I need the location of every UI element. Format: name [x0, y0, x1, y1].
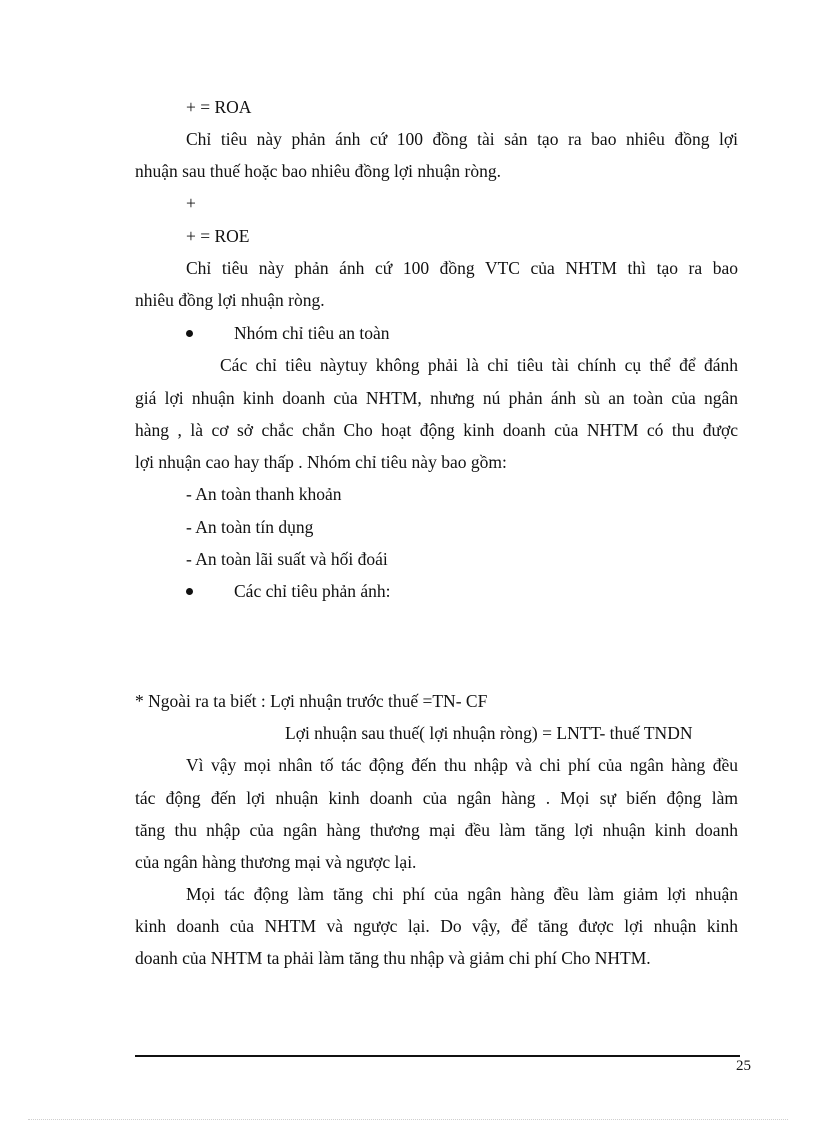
paragraph-line: hàng , là cơ sở chắc chắn Cho hoạt động kinh doanh của NHTM có thu được [135, 420, 738, 440]
page-number: 25 [736, 1058, 751, 1074]
paragraph-line: Chỉ tiêu này phản ánh cứ 100 đồng VTC của NHTM thì tạo ra bao [186, 258, 738, 278]
bullet-heading: Nhóm chỉ tiêu an toàn [234, 323, 390, 343]
paragraph-line: Mọi tác động làm tăng chi phí của ngân hàng đều làm giảm lợi nhuận [186, 884, 738, 904]
paragraph-line: Vì vậy mọi nhân tố tác động đến thu nhập và chi phí của ngân hàng đều [186, 755, 738, 775]
note-line: * Ngoài ra ta biết : Lợi nhuận trước thuế =TN- CF [135, 691, 488, 711]
paragraph-line: Chỉ tiêu này phản ánh cứ 100 đồng tài sản tạo ra bao nhiêu đồng lợi [186, 129, 738, 149]
bullet-heading: Các chỉ tiêu phản ánh: [234, 581, 391, 601]
list-item: - An toàn tín dụng [186, 517, 314, 537]
roa-formula-line: + = ROA [186, 97, 252, 117]
paragraph-line: lợi nhuận cao hay thấp . Nhóm chỉ tiêu này bao gồm: [135, 452, 507, 472]
bullet-icon [186, 330, 193, 337]
plus-line: + [186, 193, 196, 213]
paragraph-line: giá lợi nhuận kinh doanh của NHTM, nhưng nú phản ánh sù an toàn của ngân [135, 388, 738, 408]
footer-divider [135, 1055, 740, 1057]
list-item: - An toàn lãi suất và hối đoái [186, 549, 388, 569]
paragraph-line: tăng thu nhập của ngân hàng thương mại đều làm tăng lợi nhuận kinh doanh [135, 820, 738, 840]
paragraph-line: nhiêu đồng lợi nhuận ròng. [135, 290, 325, 310]
paragraph-line: kinh doanh của NHTM và ngược lại. Do vậy, để tăng được lợi nhuận kinh [135, 916, 738, 936]
list-item: - An toàn thanh khoản [186, 484, 342, 504]
paragraph-line: Các chỉ tiêu nàytuy không phải là chỉ tiêu tài chính cụ thể để đánh [220, 355, 738, 375]
roe-formula-line: + = ROE [186, 226, 250, 246]
paragraph-line: doanh của NHTM ta phải làm tăng thu nhập và giảm chi phí Cho NHTM. [135, 948, 651, 968]
note-line: Lợi nhuận sau thuế( lợi nhuận ròng) = LNTT- thuế TNDN [285, 723, 693, 743]
bullet-icon [186, 588, 193, 595]
paragraph-line: của ngân hàng thương mại và ngược lại. [135, 852, 417, 872]
page-edge-divider [28, 1119, 788, 1120]
paragraph-line: tác động đến lợi nhuận kinh doanh của ngân hàng . Mọi sự biến động làm [135, 788, 738, 808]
paragraph-line: nhuận sau thuế hoặc bao nhiêu đồng lợi nhuận ròng. [135, 161, 501, 181]
